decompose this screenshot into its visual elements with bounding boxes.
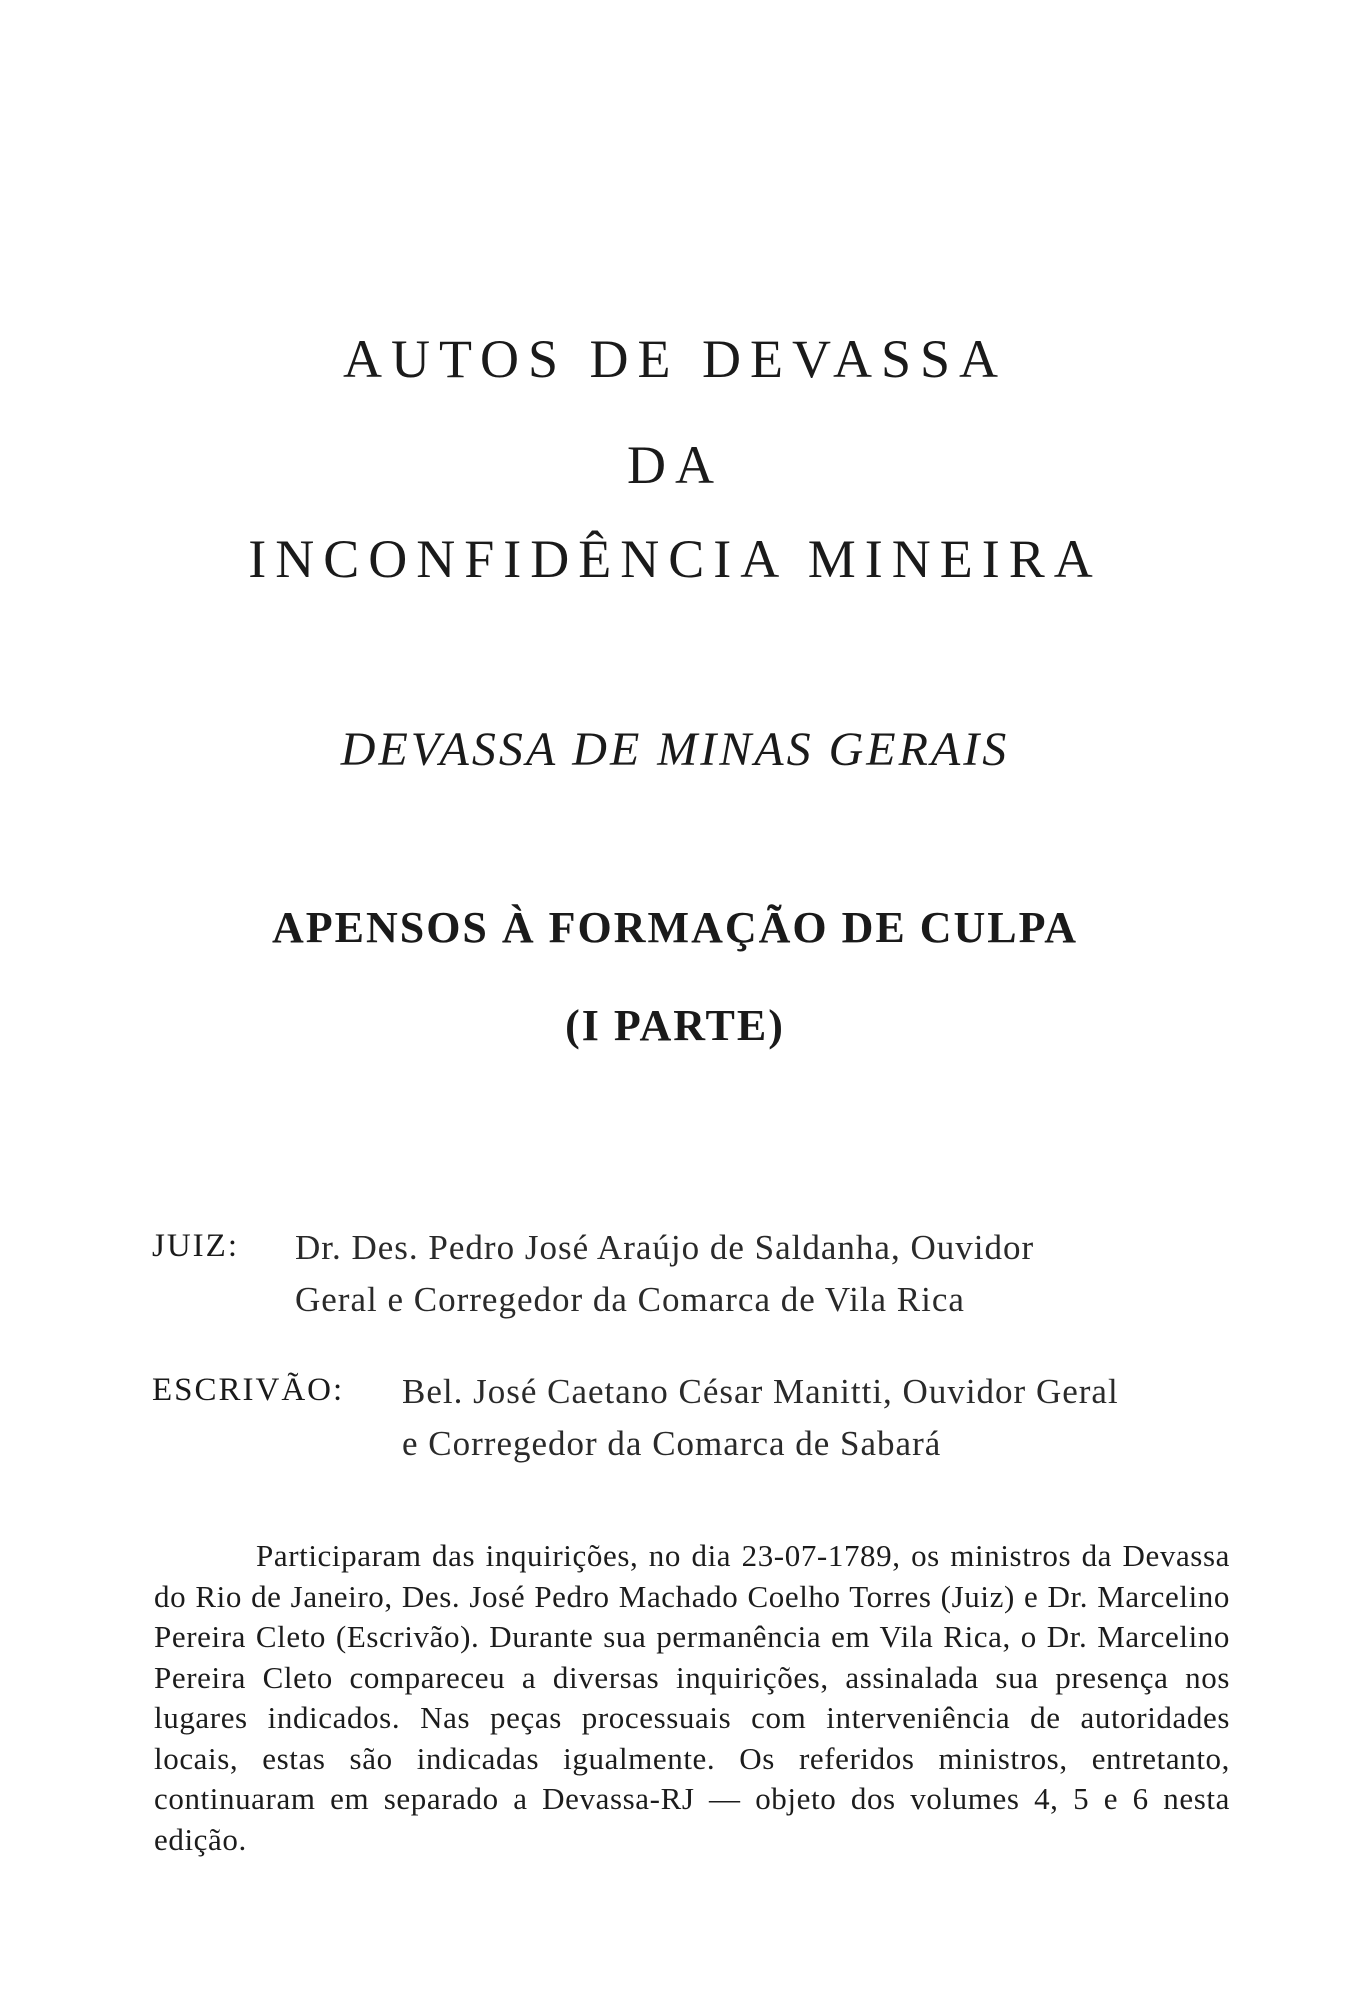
note-paragraph: Participaram das inquirições, no dia 23-07-1789, os ministros da Devassa do Rio de Janeiro, Des. José Pedro Machado Coelho Torres (Juiz) e Dr. Marcelino Pereira Cleto (Escrivão). Durante sua permanência em Vila Rica, o Dr. Marcelino Pereira Cleto compareceu a diversas inquirições, assinalada sua presença nos lugares indicados. Nas peças processuais com interveniência de autoridades locais, estas são indicadas igualmente. Os referidos ministros, entretanto, continuaram em separado a Devassa-RJ — objeto dos volumes 4, 5 e 6 nesta edição.	[154, 1538, 1230, 1857]
escrivao-label: ESCRIVÃO:	[152, 1372, 345, 1408]
escrivao-name	[402, 1366, 1272, 1470]
escrivao-line-1: Bel. José Caetano César Manitti, Ouvidor Geral	[402, 1372, 1119, 1411]
title-line-2: DA	[627, 435, 723, 495]
title-line-3: INCONFIDÊNCIA MINEIRA	[248, 529, 1102, 589]
juiz-line-1: Dr. Des. Pedro José Araújo de Saldanha, Ouvidor	[295, 1228, 1035, 1267]
subtitle: DEVASSA DE MINAS GERAIS	[340, 723, 1010, 776]
section-part: (I PARTE)	[565, 1001, 785, 1050]
escrivao-line-2: e Corregedor da Comarca de Sabará	[402, 1424, 942, 1463]
juiz-line-2: Geral e Corregedor da Comarca de Vila Rica	[295, 1280, 965, 1319]
section-title: APENSOS À FORMAÇÃO DE CULPA	[271, 903, 1079, 952]
title-line-1: AUTOS DE DEVASSA	[342, 329, 1008, 389]
juiz-name	[295, 1222, 1245, 1326]
juiz-label: JUIZ:	[152, 1228, 239, 1264]
